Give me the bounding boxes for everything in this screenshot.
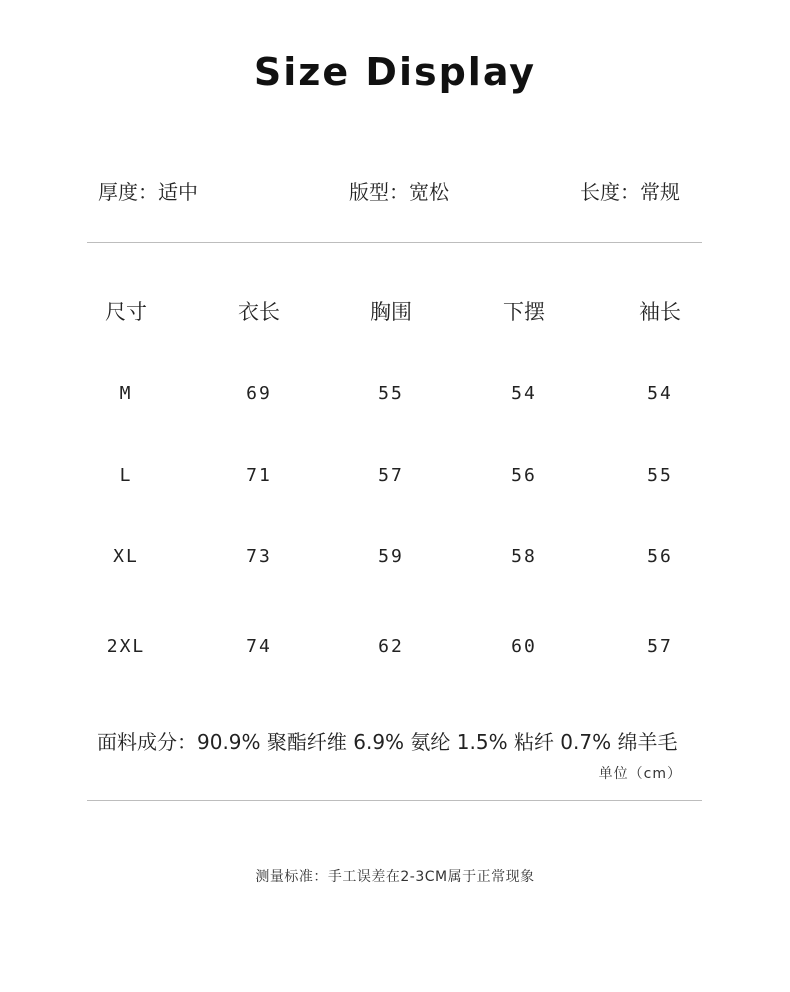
table-cell: 2XL	[106, 636, 146, 657]
table-cell: 69	[246, 383, 272, 404]
table-cell: 74	[246, 636, 272, 657]
length-attribute: 长度：常规	[580, 180, 680, 204]
thickness-attribute: 厚度：适中	[98, 180, 198, 204]
table-cell: 58	[511, 546, 537, 567]
divider-bottom	[87, 800, 702, 801]
table-cell: 54	[647, 383, 673, 404]
table-cell: 62	[378, 636, 404, 657]
table-cell: 59	[378, 546, 404, 567]
table-cell: 60	[511, 636, 537, 657]
header-sleeve: 袖长	[639, 300, 681, 324]
measurement-note: 测量标准：手工误差在2-3CM属于正常现象	[255, 869, 535, 885]
header-chest: 胸围	[370, 300, 412, 324]
table-cell: 57	[378, 465, 404, 486]
table-cell: 54	[511, 383, 537, 404]
fit-attribute: 版型：宽松	[349, 180, 449, 204]
table-cell: 55	[647, 465, 673, 486]
table-cell: M	[119, 383, 133, 404]
table-cell: L	[119, 465, 133, 486]
header-length: 衣长	[238, 300, 280, 324]
unit-label: 单位（cm）	[598, 766, 682, 782]
table-cell: 73	[246, 546, 272, 567]
table-cell: 57	[647, 636, 673, 657]
header-hem: 下摆	[503, 300, 545, 324]
page-title: Size Display	[253, 50, 537, 94]
table-cell: 55	[378, 383, 404, 404]
divider-top	[87, 242, 702, 243]
table-cell: 71	[246, 465, 272, 486]
material-composition: 面料成分：90.9% 聚酯纤维 6.9% 氨纶 1.5% 粘纤 0.7% 绵羊毛	[97, 730, 678, 754]
table-cell: 56	[511, 465, 537, 486]
table-cell: 56	[647, 546, 673, 567]
table-cell: XL	[113, 546, 139, 567]
header-size: 尺寸	[105, 300, 147, 324]
